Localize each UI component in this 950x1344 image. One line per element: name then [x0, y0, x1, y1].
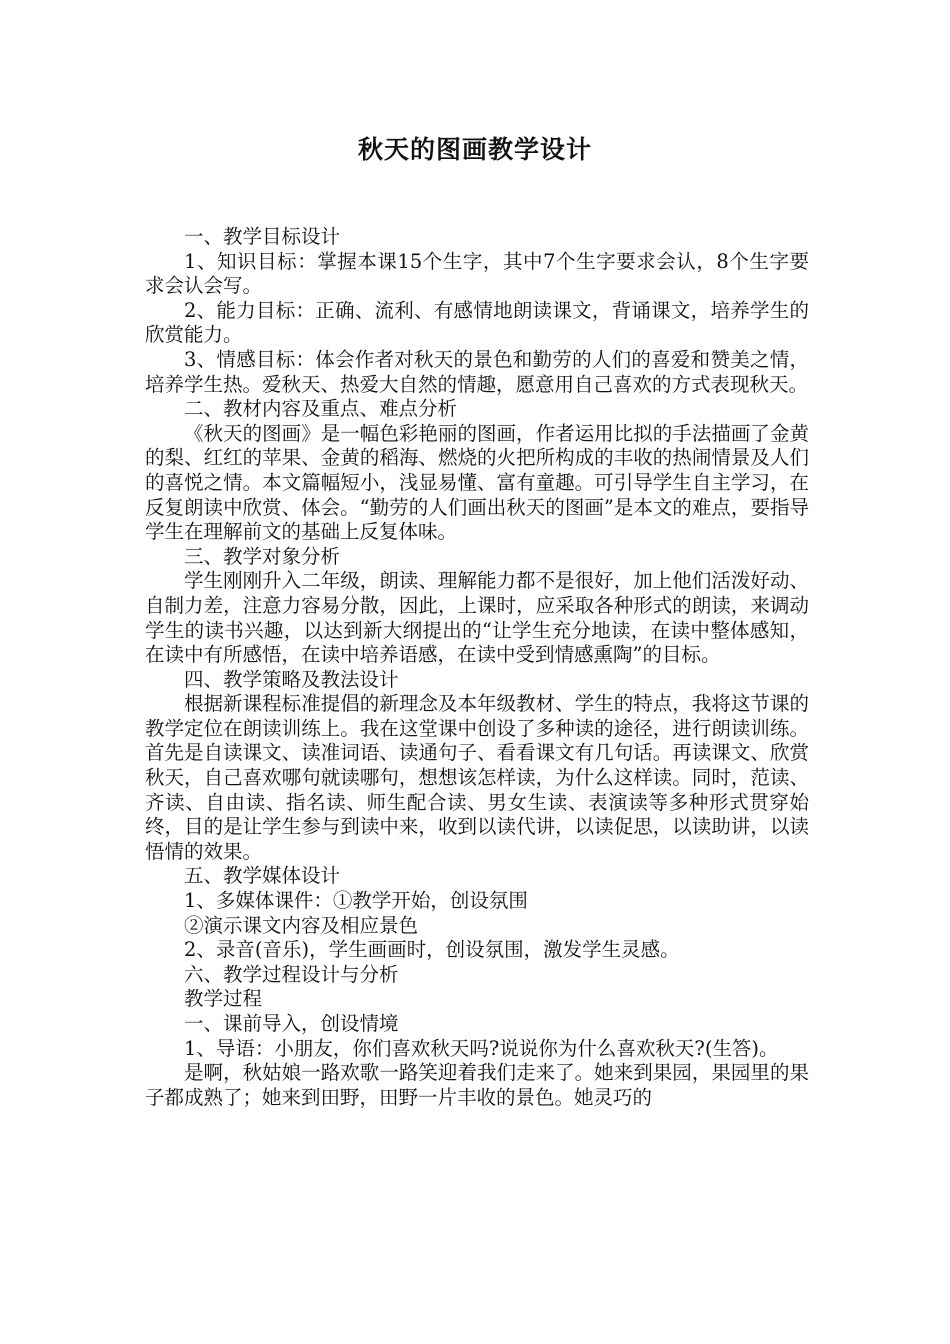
- heading-teaching-goals: 一、教学目标设计: [184, 225, 341, 248]
- paragraph-strategy: 根据新课程标准提倡的新理念及本年级教材、学生的特点，我将这节课的教学定位在朗读训练上。我在这堂课中创设了多种读的途径，进行朗读训练。首先是自读课文、读准词语、读通句子、看看课文有几句话。再读课文、欣赏秋天，自己喜欢哪句就读哪句，想想该怎样读，为什么这样读。同时，范读、齐读、自由读、指名读、师生配合读、男女生读、表演读等多种形式贯穿始终，目的是让学生参与到读中来，收到以读代讲，以读促思，以读助讲，以读悟情的效果。: [145, 692, 809, 863]
- heading-strategy: 四、教学策略及教法设计: [184, 667, 399, 691]
- document-title: 秋天的图画教学设计: [357, 135, 592, 164]
- paragraph-intro-1: 1、导语：小朋友，你们喜欢秋天吗?说说你为什么喜欢秋天?(生答)。: [184, 1036, 779, 1060]
- paragraph-intro-2: 是啊，秋姑娘一路欢歌一路笑迎着我们走来了。她来到果园，果园里的果子都成熟了；她来到田野，田野一片丰收的景色。她灵巧的: [145, 1061, 809, 1109]
- heading-content-analysis: 二、教材内容及重点、难点分析: [184, 397, 458, 421]
- paragraph-media-1b: ②演示课文内容及相应景色: [184, 913, 419, 937]
- paragraph-media-2: 2、录音(音乐)，学生画画时，创设氛围，激发学生灵感。: [184, 938, 680, 962]
- document-body: [145, 225, 809, 1110]
- paragraph-student-analysis: 学生刚刚升入二年级，朗读、理解能力都不是很好，加上他们活泼好动、自制力差，注意力容易分散，因此，上课时，应采取各种形式的朗读，来调动学生的读书兴趣，以达到新大纲提出的“让学生充分地读，在读中整体感知，在读中有所感悟，在读中培养语感，在读中受到情感熏陶”的目标。: [145, 569, 809, 667]
- paragraph-content-analysis: 《秋天的图画》是一幅色彩艳丽的图画，作者运用比拟的手法描画了金黄的梨、红红的苹果、金黄的稻海、燃烧的火把所构成的丰收的热闹情景及人们的喜悦之情。本文篇幅短小，浅显易懂、富有童趣。可引导学生自主学习，在反复朗读中欣赏、体会。“勤劳的人们画出秋天的图画”是本文的难点，要指导学生在理解前文的基础上反复体味。: [145, 421, 809, 544]
- heading-student-analysis: 三、教学对象分析: [184, 544, 341, 568]
- paragraph-media-1: 1、多媒体课件：①教学开始，创设氛围: [184, 889, 528, 913]
- paragraph-knowledge-goal: 1、知识目标：掌握本课15个生字，其中7个生字要求会认，8个生字要求会认会写。: [145, 249, 809, 298]
- heading-process: 六、教学过程设计与分析: [184, 962, 399, 986]
- subheading-process: 教学过程: [184, 987, 263, 1011]
- paragraph-ability-goal: 2、能力目标：正确、流利、有感情地朗读课文，背诵课文，培养学生的欣赏能力。: [145, 298, 809, 347]
- heading-media: 五、教学媒体设计: [184, 864, 341, 888]
- subheading-intro: 一、课前导入，创设情境: [184, 1012, 399, 1035]
- paragraph-emotion-goal: 3、情感目标：体会作者对秋天的景色和勤劳的人们的喜爱和赞美之情，培养学生热。爱秋天、热爱大自然的情趣，愿意用自己喜欢的方式表现秋天。: [145, 347, 809, 396]
